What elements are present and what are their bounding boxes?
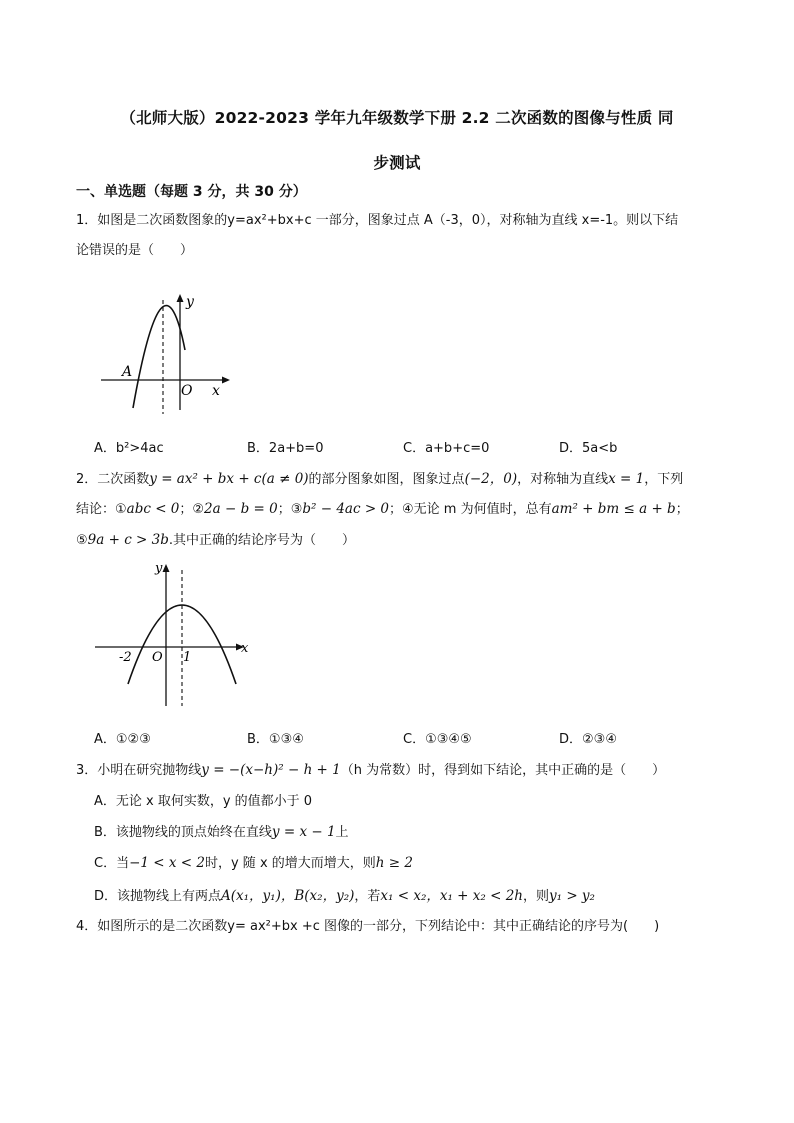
q2-y-arrow: [163, 564, 170, 572]
q1-label-a: A: [122, 364, 133, 380]
doc-title-line2: 步测试: [373, 154, 421, 172]
q2-option-b[interactable]: B．①③④: [247, 732, 304, 747]
doc-title-line1: （北师大版）2022-2023 学年九年级数学下册 2.2 二次函数的图像与性质 同: [120, 109, 674, 127]
q1-option-d[interactable]: D．5a<b: [559, 441, 618, 456]
q1-option-b[interactable]: B．2a+b=0: [247, 441, 324, 456]
q1-graph: [96, 288, 241, 418]
q2-option-a[interactable]: A．①②③: [94, 732, 151, 747]
q2-label-minus2: -2: [119, 650, 132, 665]
q2-parabola: [128, 605, 236, 684]
q2-label-y: y: [155, 561, 163, 576]
q1-label-x: x: [212, 383, 220, 399]
q2-label-x: x: [241, 641, 249, 656]
q3-option-c[interactable]: C．当−1 < x < 2时，y 随 x 的增大而增大，则h ≥ 2: [94, 855, 413, 871]
q1-y-arrow: [177, 294, 184, 302]
q1-stem-line1: 1．如图是二次函数图象的y=ax²+bx+c 一部分，图象过点 A（-3，0），对称轴为直线 x=-1。则以下结: [76, 213, 679, 228]
q2-stem-line3: ⑤9a + c > 3b.其中正确的结论序号为（ ）: [76, 532, 356, 548]
q1-option-c[interactable]: C．a+b+c=0: [403, 441, 490, 456]
q2-label-1: 1: [183, 650, 192, 665]
q1-label-y: y: [186, 294, 194, 310]
q1-option-a[interactable]: A．b²>4ac: [94, 441, 164, 456]
q2-option-c[interactable]: C．①③④⑤: [403, 732, 472, 747]
q2-stem-line2: 结论：①abc < 0；②2a − b = 0；③b² − 4ac > 0；④无论 m 为何值时，总有am² + bm ≤ a + b；: [76, 501, 689, 517]
q3-stem: 3．小明在研究抛物线y = −(x−h)² − h + 1（h 为常数）时，得到如下结论，其中正确的是（ ）: [76, 762, 666, 778]
q1-x-arrow: [222, 377, 230, 384]
q1-label-o: O: [181, 383, 193, 399]
q2-label-o: O: [152, 650, 163, 665]
q2-stem-line1: 2．二次函数y = ax² + bx + c(a ≠ 0)的部分图象如图，图象过点(−2，0)，对称轴为直线x = 1，下列: [76, 471, 684, 487]
section-heading: 一、单选题（每题 3 分，共 30 分）: [76, 184, 307, 200]
q1-stem-line2: 论错误的是（ ）: [76, 243, 194, 258]
q4-stem: 4．如图所示的是二次函数y= ax²+bx +c 图像的一部分，下列结论中：其中正确结论的序号为( ): [76, 919, 660, 934]
q3-option-d[interactable]: D．该抛物线上有两点A(x₁，y₁)，B(x₂，y₂)，若x₁ < x₂，x₁ + x₂ < 2h，则y₁ > y₂: [94, 888, 595, 904]
q2-option-d[interactable]: D．②③④: [559, 732, 617, 747]
q2-graph: [90, 560, 260, 712]
q3-option-a[interactable]: A．无论 x 取何实数，y 的值都小于 0: [94, 794, 313, 809]
q3-option-b[interactable]: B．该抛物线的顶点始终在直线y = x − 1上: [94, 824, 349, 840]
